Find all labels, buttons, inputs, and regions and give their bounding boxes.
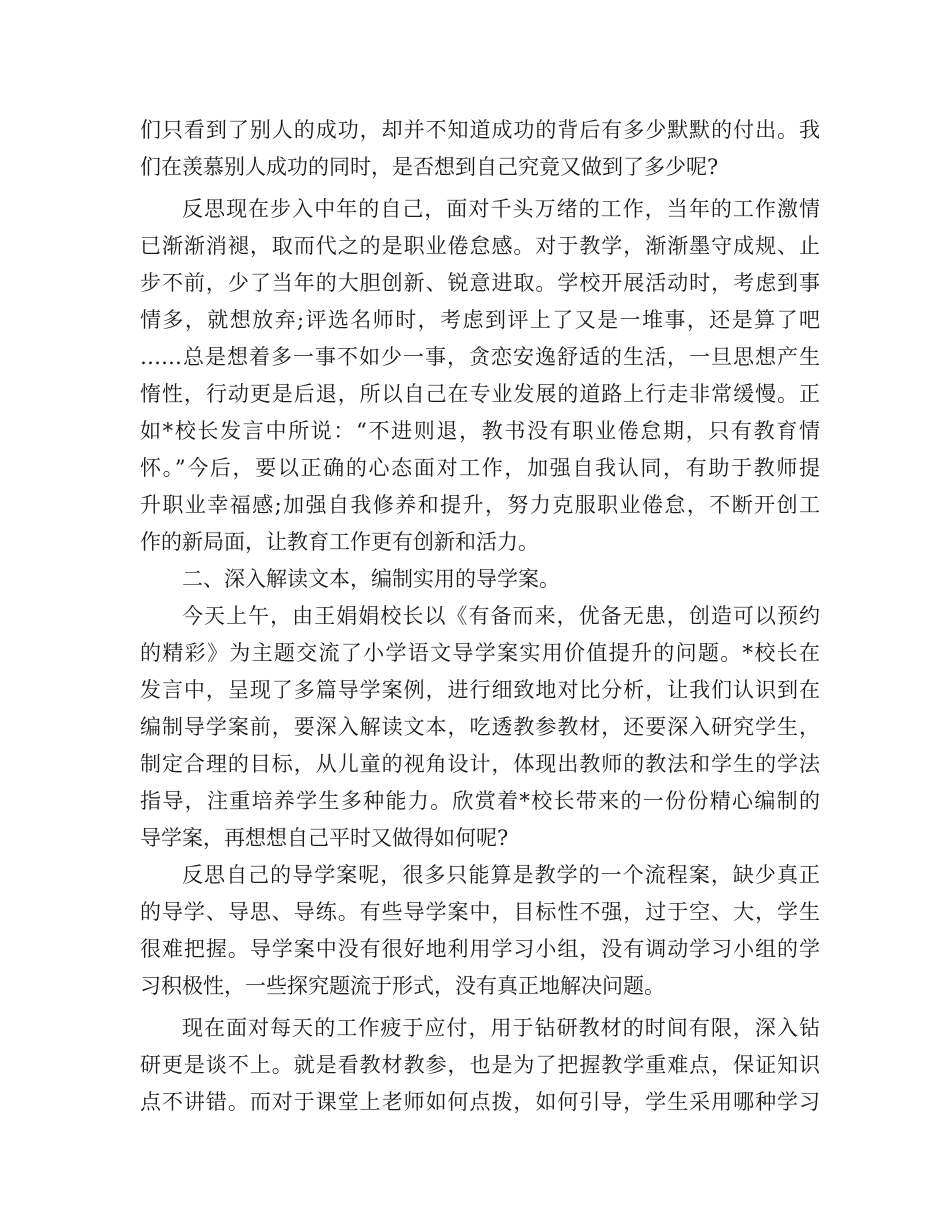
- text-line: 作的新局面，让教育工作更有创新和活力。: [140, 530, 539, 554]
- text-line: 如*校长发言中所说：“不进则退，教书没有职业倦怠期，只有教育情: [140, 419, 820, 443]
- text-line: 导学案，再想想自己平时又做得如何呢?: [140, 826, 509, 850]
- text-line: 升职业幸福感;加强自我修养和提升，努力克服职业倦怠，不断开创工: [140, 493, 820, 517]
- text-line: 的导学、导思、导练。有些导学案中，目标性不强，过于空、大，学生: [140, 900, 820, 924]
- document-body: [140, 112, 820, 1121]
- text-line: 发言中，呈现了多篇导学案例，进行细致地对比分析，让我们认识到在: [140, 678, 820, 702]
- text-line: 的精彩》为主题交流了小学语文导学案实用价值提升的问题。*校长在: [140, 641, 820, 665]
- text-line: 今天上午，由王娟娟校长以《有备而来，优备无患，创造可以预约: [182, 604, 820, 628]
- paragraph: [140, 857, 820, 1005]
- paragraph: [140, 191, 820, 561]
- text-line: 研更是谈不上。就是看教材教参，也是为了把握教学重难点，保证知识: [140, 1053, 820, 1077]
- section-heading: [140, 561, 820, 598]
- text-line: 反思自己的导学案呢，很多只能算是教学的一个流程案，缺少真正: [182, 863, 820, 887]
- text-line: 已渐渐消褪，取而代之的是职业倦怠感。对于教学，渐渐墨守成规、止: [140, 234, 820, 258]
- text-line: 反思现在步入中年的自己，面对千头万绪的工作，当年的工作激情: [182, 197, 820, 221]
- paragraph: [140, 112, 820, 186]
- text-line: 指导，注重培养学生多种能力。欣赏着*校长带来的一份份精心编制的: [140, 789, 820, 813]
- text-line: 编制导学案前，要深入解读文本，吃透教参教材，还要深入研究学生，: [140, 715, 820, 739]
- text-line: 惰性，行动更是后退，所以自己在专业发展的道路上行走非常缓慢。正: [140, 382, 820, 406]
- text-line: 很难把握。导学案中没有很好地利用学习小组，没有调动学习小组的学: [140, 937, 820, 961]
- text-line: 们在羡慕别人成功的同时，是否想到自己究竟又做到了多少呢?: [140, 155, 719, 179]
- paragraph: [140, 1010, 820, 1121]
- text-line: 情多，就想放弃;评选名师时，考虑到评上了又是一堆事，还是算了吧: [140, 308, 820, 332]
- text-line: 步不前，少了当年的大胆创新、锐意进取。学校开展活动时，考虑到事: [140, 271, 820, 295]
- text-line: 习积极性，一些探究题流于形式，没有真正地解决问题。: [140, 974, 665, 998]
- text-line: 二、深入解读文本，编制实用的导学案。: [182, 567, 560, 591]
- text-line: 怀。”今后，要以正确的心态面对工作，加强自我认同，有助于教师提: [140, 456, 820, 480]
- text-line: 们只看到了别人的成功，却并不知道成功的背后有多少默默的付出。我: [140, 118, 820, 142]
- paragraph: [140, 598, 820, 857]
- text-line: ……总是想着多一事不如少一事，贪恋安逸舒适的生活，一旦思想产生: [140, 345, 820, 369]
- text-line: 制定合理的目标，从儿童的视角设计，体现出教师的教法和学生的学法: [140, 752, 820, 776]
- text-line: 点不讲错。而对于课堂上老师如何点拨，如何引导，学生采用哪种学习: [140, 1090, 820, 1114]
- text-line: 现在面对每天的工作疲于应付，用于钻研教材的时间有限，深入钻: [182, 1016, 820, 1040]
